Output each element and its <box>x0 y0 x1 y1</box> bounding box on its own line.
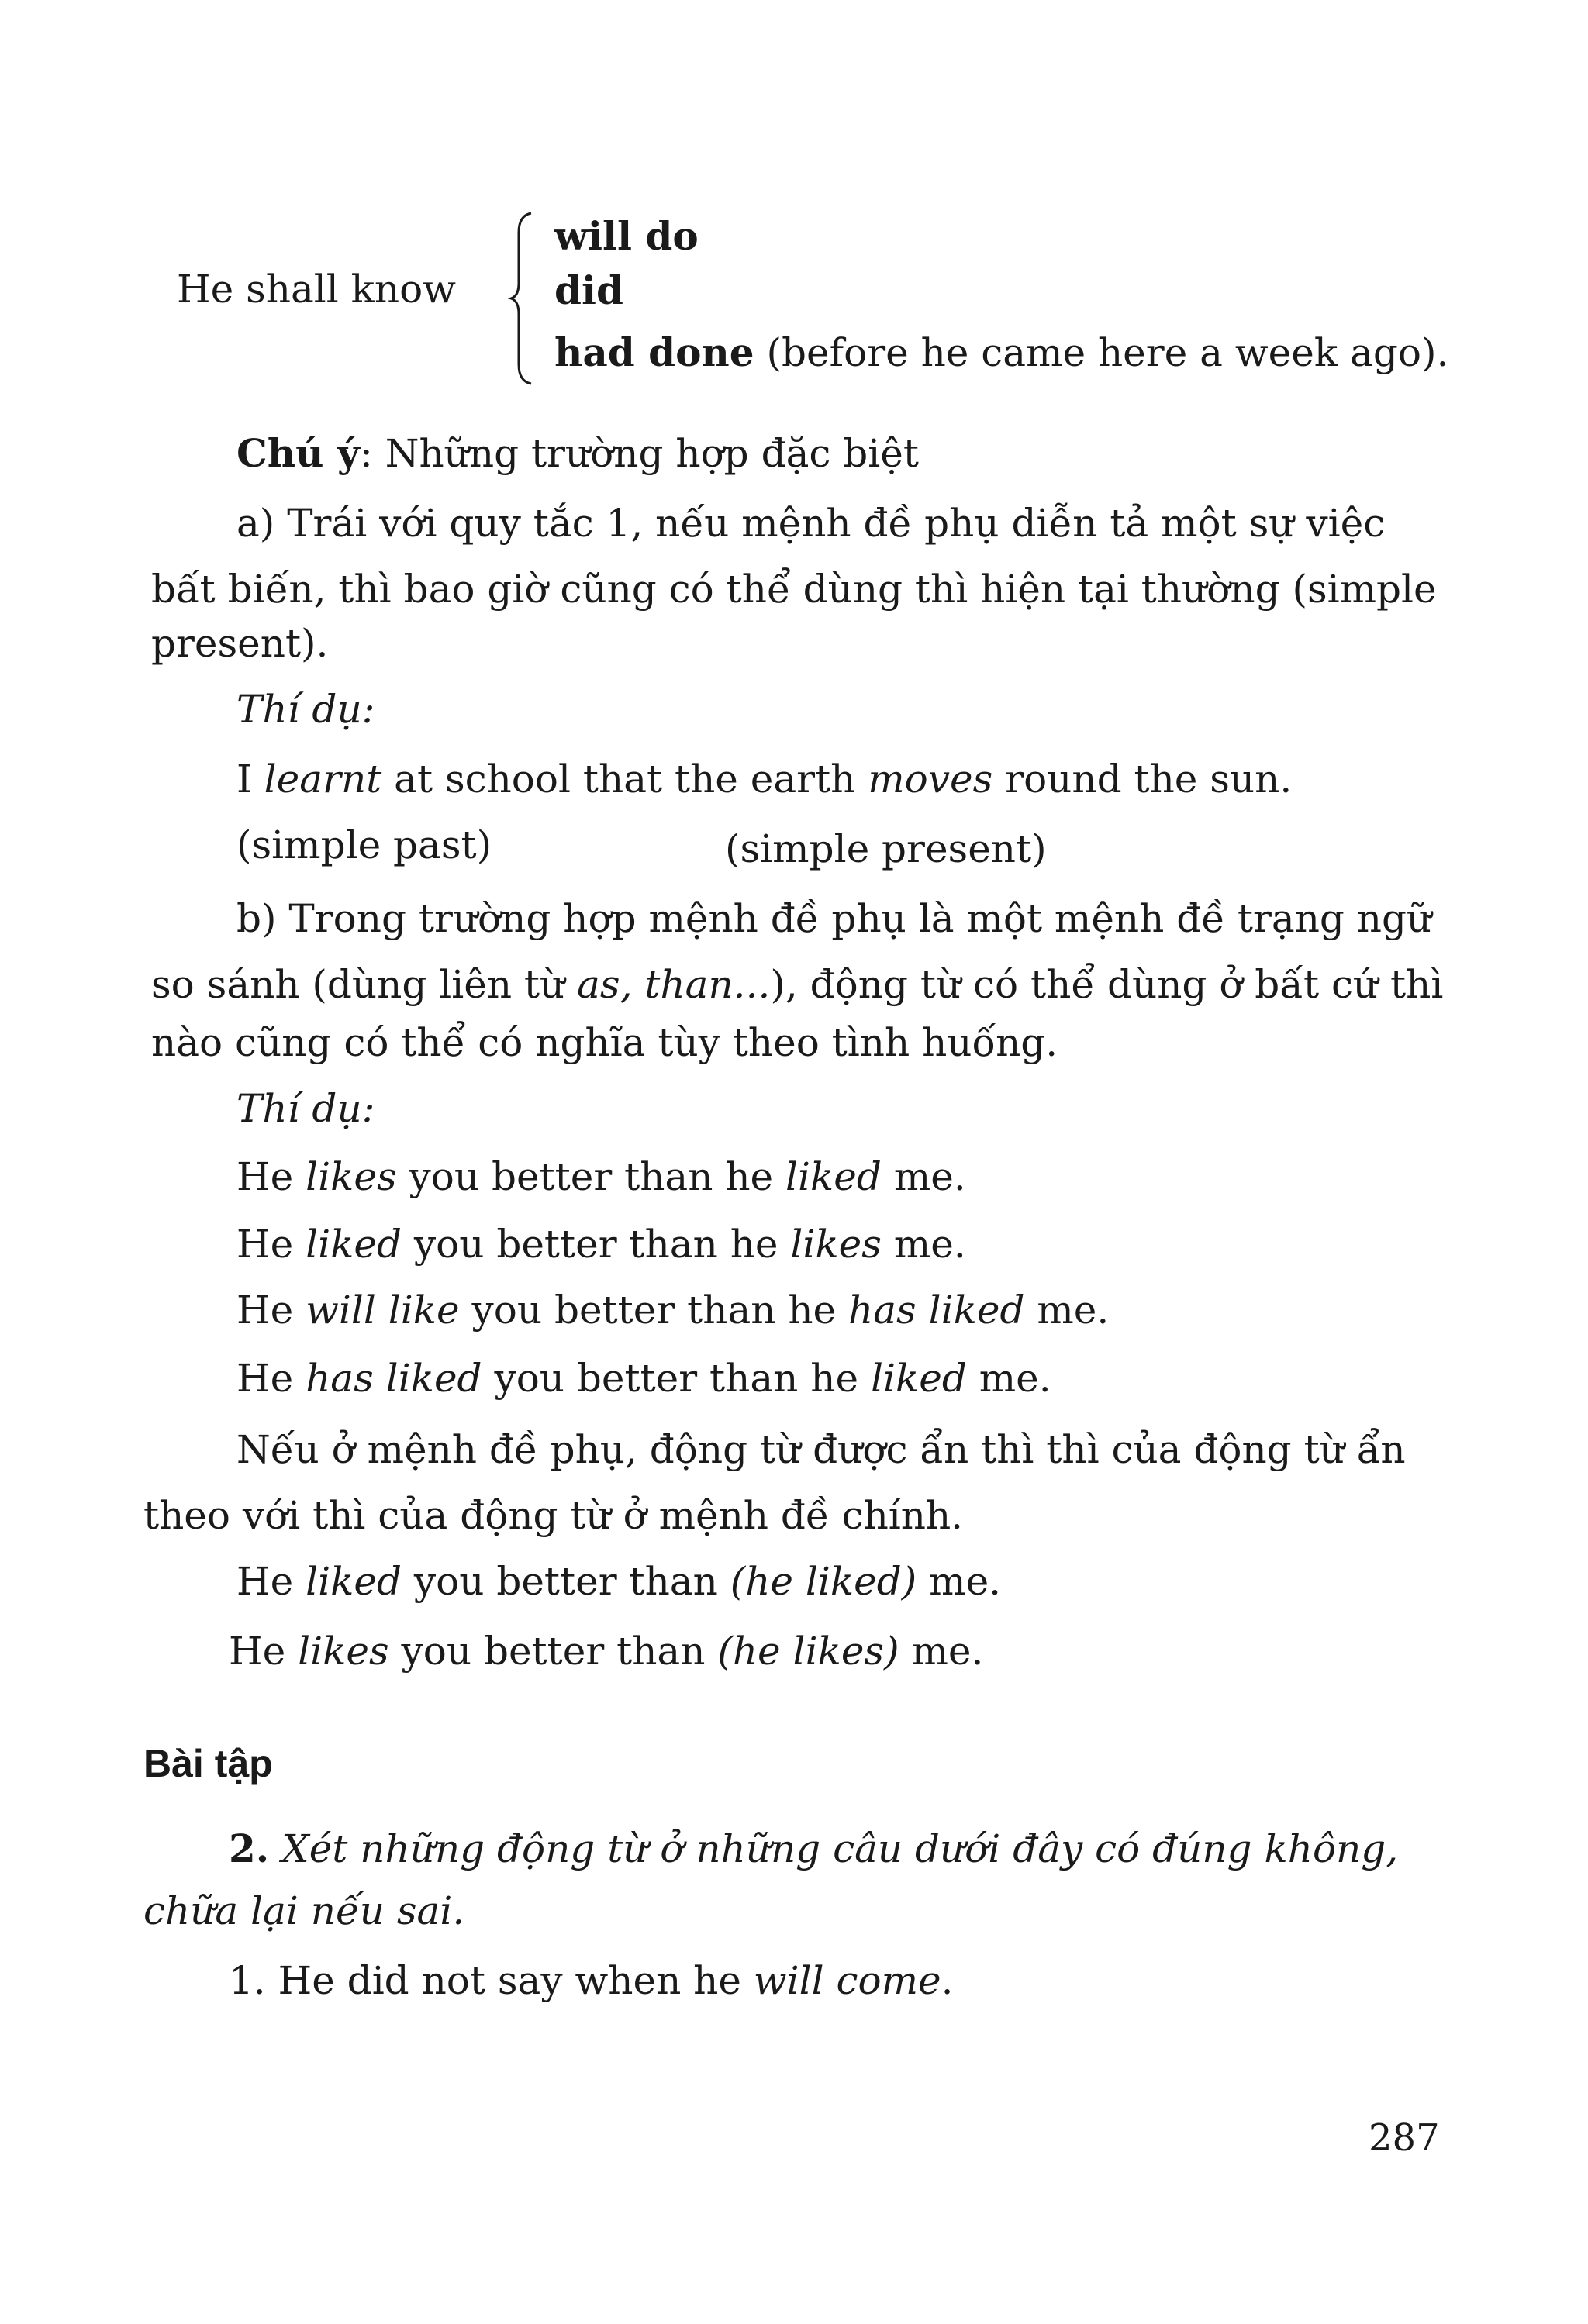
conj-option-had-done-rest: (before he came here a week ago). <box>754 330 1449 375</box>
text-segment: He <box>229 1629 299 1674</box>
verb-italic: moves <box>868 757 993 802</box>
text-segment: me. <box>881 1154 966 1199</box>
exercise-item-1 <box>229 1957 954 2004</box>
text-segment: me. <box>1024 1288 1110 1333</box>
text-segment: He <box>236 1154 306 1199</box>
exercise-number: 2. <box>229 1826 270 1871</box>
tense-label-present: (simple present) <box>725 826 1047 871</box>
text-segment: you better than <box>388 1629 718 1674</box>
verb-italic: liked <box>785 1154 882 1199</box>
conj-option-had-done-verb: had done <box>554 329 754 375</box>
text-segment: ), động từ có thể dùng ở bất cứ thì <box>770 962 1444 1007</box>
conj-subject: He shall know <box>177 267 457 312</box>
verb-italic: likes <box>790 1222 882 1267</box>
note-c-line2: theo với thì của động từ ở mệnh đề chính. <box>143 1493 964 1538</box>
text-segment: He <box>236 1356 306 1401</box>
curly-brace-icon <box>508 209 539 388</box>
example-sentence-2 <box>236 1221 966 1267</box>
text-segment: you better than he <box>482 1356 871 1401</box>
exercise-instruction-line2: chữa lại nếu sai. <box>143 1888 465 1933</box>
note-title: : Những trường hợp đặc biệt <box>359 431 919 476</box>
verb-italic: likes <box>298 1629 389 1674</box>
verb-italic: liked <box>306 1222 402 1267</box>
text-segment: . <box>941 1958 954 2003</box>
verb-italic: liked <box>306 1559 402 1604</box>
note-a-line3: present). <box>151 621 329 666</box>
text-segment: 1. He did not say when he <box>229 1958 754 2003</box>
verb-italic: (he likes) <box>717 1629 899 1674</box>
verb-italic: will like <box>306 1288 460 1333</box>
exercise-instruction-line1 <box>229 1826 1398 1872</box>
example-label: Thí dụ: <box>236 687 375 732</box>
example-sentence-3 <box>236 1287 1109 1333</box>
note-b-line1: b) Trong trường hợp mệnh đề phụ là một mệnh đề trạng ngữ <box>236 896 1432 941</box>
verb-italic: (he liked) <box>730 1559 917 1604</box>
text-segment: me. <box>881 1222 966 1267</box>
text-segment: He <box>236 1559 306 1604</box>
page-number: 287 <box>1369 2116 1440 2160</box>
text-segment: me. <box>917 1559 1002 1604</box>
exercise-instruction-text: Xét những động từ ở những câu dưới đây có đúng không, <box>269 1826 1399 1871</box>
note-label: Chú ý <box>236 430 360 476</box>
conjunction-italic: as, than... <box>577 962 771 1007</box>
verb-italic: learnt <box>264 757 382 802</box>
note-heading <box>236 430 919 477</box>
note-a-line1: a) Trái với quy tắc 1, nếu mệnh đề phụ diễn tả một sự việc <box>236 501 1386 546</box>
verb-italic: liked <box>870 1356 967 1401</box>
exercise-heading: Bài tập <box>143 1742 273 1785</box>
text-segment: at school that the earth <box>381 757 868 802</box>
text-segment: me. <box>966 1356 1051 1401</box>
note-a-line2: bất biến, thì bao giờ cũng có thể dùng thì hiện tại thường (simple <box>151 567 1437 612</box>
example-sentence-4 <box>236 1355 1051 1402</box>
text-segment: you better than he <box>396 1154 786 1199</box>
verb-italic: likes <box>306 1154 397 1199</box>
tense-label-past: (simple past) <box>236 822 492 867</box>
text-segment: so sánh (dùng liên từ <box>151 962 578 1007</box>
text-segment: you better than he <box>401 1222 791 1267</box>
note-b-line3: nào cũng có thể có nghĩa tùy theo tình huống. <box>151 1020 1058 1065</box>
verb-italic: will come <box>753 1958 941 2003</box>
note-b-line2 <box>151 961 1443 1008</box>
example-a-sentence <box>236 756 1292 802</box>
example-label-2: Thí dụ: <box>236 1086 375 1131</box>
text-segment: me. <box>899 1629 984 1674</box>
text-segment: He <box>236 1288 306 1333</box>
example-sentence-6 <box>229 1628 983 1674</box>
text-segment: you better than <box>401 1559 730 1604</box>
conj-option-did: did <box>554 267 623 313</box>
example-sentence-1 <box>236 1153 966 1200</box>
text-segment: you better than he <box>459 1288 849 1333</box>
text-segment: He <box>236 1222 306 1267</box>
note-c-line1: Nếu ở mệnh đề phụ, động từ được ẩn thì thì của động từ ẩn <box>236 1427 1406 1472</box>
text-segment: round the sun. <box>992 757 1293 802</box>
conj-option-had-done <box>554 329 1448 376</box>
verb-italic: has liked <box>848 1288 1025 1333</box>
conj-option-will-do: will do <box>554 213 699 259</box>
text-segment: I <box>236 757 264 802</box>
example-sentence-5 <box>236 1558 1001 1605</box>
verb-italic: has liked <box>306 1356 482 1401</box>
